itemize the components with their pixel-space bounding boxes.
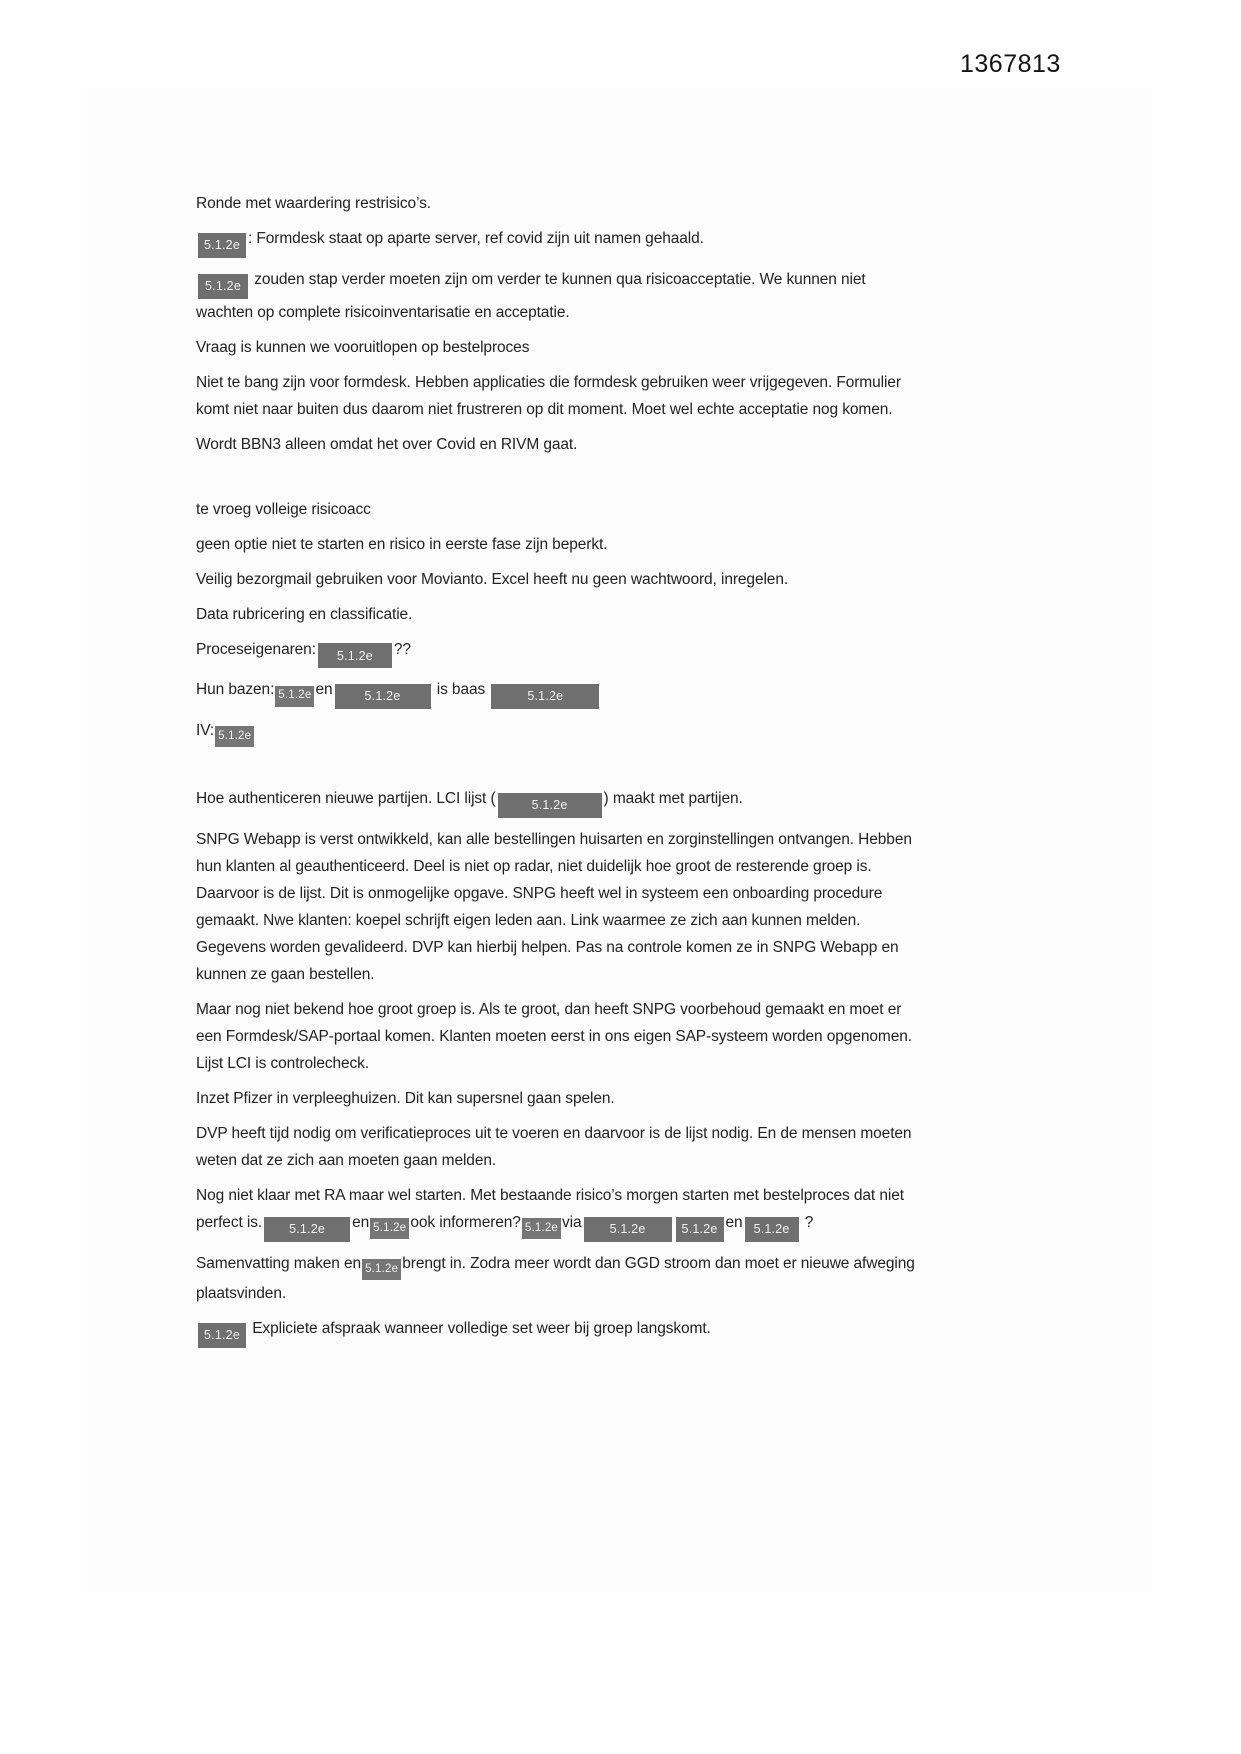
redaction-box: 5.1.2e <box>275 686 314 707</box>
document-number: 1367813 <box>960 50 1061 78</box>
text-run: ?? <box>393 640 411 658</box>
redaction-box: 5.1.2e <box>335 684 431 709</box>
paragraph <box>196 826 918 988</box>
text-run: brengt in. Zodra meer wordt dan GGD stroom dan moet er nieuwe afweging plaatsvinden. <box>196 1254 915 1302</box>
redaction-box: 5.1.2e <box>318 643 392 668</box>
text-run: is baas <box>432 681 490 699</box>
paragraph <box>196 1250 918 1307</box>
text-run: IV: <box>196 722 215 739</box>
text-run: Veilig bezorgmail gebruiken voor Movianto. Excel heeft nu geen wachtwoord, inregelen. <box>196 570 789 588</box>
redaction-box: 5.1.2e <box>370 1218 409 1239</box>
text-run: SNPG Webapp is verst ontwikkeld, kan alle bestellingen huisarten en zorginstellingen ontvangen. Hebben hun klanten al geauthenticeerd. Deel is niet op radar, niet duidelijk hoe groot de resterende groep is. Daarvoor is de lijst. Dit is onmogelijke opgave. SNPG heeft wel in systeem een onboarding procedure gemaakt. Nwe klanten: koepel schrijft eigen leden aan. Link waarmee ze zich aan kunnen melden. Gegevens worden gevalideerd. DVP kan hierbij helpen. Pas na controle komen ze in SNPG Webapp en kunnen ze gaan bestellen. <box>196 831 912 983</box>
document-body <box>87 88 918 1348</box>
text-run: ? <box>800 1214 814 1231</box>
text-run: Proceseigenaren: <box>196 640 316 658</box>
text-run: Expliciete afspraak wanneer volledige set weer bij groep langskomt. <box>248 1320 711 1337</box>
paragraph <box>196 996 918 1077</box>
paragraph <box>196 636 918 669</box>
text-run: Ronde met waardering restrisico’s. <box>196 195 431 212</box>
redaction-box: 5.1.2e <box>676 1217 724 1242</box>
text-run: DVP heeft tijd nodig om verificatieproces uit te voeren en daarvoor is de lijst nodig. En de mensen moeten weten dat ze zich aan moeten gaan melden. <box>196 1125 912 1169</box>
text-run: Hun bazen: <box>196 681 275 699</box>
text-run: Niet te bang zijn voor formdesk. Hebben applicaties die formdesk gebruiken weer vrijgegeven. Formulier komt niet naar buiten dus daarom niet frustreren op dit moment. Moet wel echte acceptatie nog komen. <box>196 373 901 418</box>
redaction-box: 5.1.2e <box>491 684 599 709</box>
document-page <box>87 88 1152 1592</box>
paragraph <box>196 601 918 628</box>
paragraph <box>196 190 918 217</box>
paragraph <box>196 369 918 423</box>
text-run: ook informeren? <box>410 1214 521 1231</box>
paragraph <box>196 266 918 326</box>
paragraph <box>196 717 918 747</box>
text-run: geen optie niet te starten en risico in eerste fase zijn beperkt. <box>196 535 608 553</box>
redaction-box: 5.1.2e <box>264 1217 350 1242</box>
text-run: Samenvatting maken en <box>196 1254 362 1272</box>
redaction-box: 5.1.2e <box>522 1218 561 1239</box>
redaction-box: 5.1.2e <box>215 726 254 747</box>
text-run: en <box>352 1214 370 1231</box>
paragraph <box>196 334 918 361</box>
text-run: Maar nog niet bekend hoe groot groep is. Als te groot, dan heeft SNPG voorbehoud gemaakt en moet er een Formdesk/SAP-portaal komen. Klanten moeten eerst in ons eigen SAP-systeem worden opgenomen. Lijst LCI is controlecheck. <box>196 1001 912 1072</box>
redaction-box: 5.1.2e <box>198 233 246 258</box>
paragraph <box>196 431 918 458</box>
text-run: via <box>562 1214 582 1231</box>
text-run: Nog niet klaar met RA maar wel starten. Met bestaande risico’s morgen starten met bestelproces dat niet perfect is. <box>196 1187 904 1231</box>
text-run: Inzet Pfizer in verpleeghuizen. Dit kan supersnel gaan spelen. <box>196 1090 615 1107</box>
paragraph <box>196 496 918 523</box>
text-run: en <box>725 1214 743 1231</box>
paragraph <box>196 1182 918 1242</box>
redaction-box: 5.1.2e <box>745 1217 799 1242</box>
redaction-box: 5.1.2e <box>362 1259 401 1280</box>
paragraph <box>196 566 918 593</box>
paragraph <box>196 531 918 558</box>
text-run: ) maakt met partijen. <box>603 790 743 808</box>
text-run: : Formdesk staat op aparte server, ref covid zijn uit namen gehaald. <box>248 230 704 247</box>
redaction-box: 5.1.2e <box>198 1323 246 1348</box>
text-run: en <box>315 681 333 699</box>
text-run: te vroeg volleige risicoacc <box>196 500 371 518</box>
redaction-box: 5.1.2e <box>198 274 248 299</box>
paragraph <box>196 785 918 818</box>
text-run: Hoe authenticeren nieuwe partijen. LCI lijst ( <box>196 790 496 808</box>
text-run: Data rubricering en classificatie. <box>196 605 413 623</box>
paragraph <box>196 225 918 258</box>
paragraph <box>196 1120 918 1174</box>
paragraph <box>196 1085 918 1112</box>
text-run: Vraag is kunnen we vooruitlopen op bestelproces <box>196 338 530 356</box>
paragraph <box>196 676 918 709</box>
paragraph <box>196 1315 918 1348</box>
redaction-box: 5.1.2e <box>498 793 602 818</box>
text-run: Wordt BBN3 alleen omdat het over Covid en RIVM gaat. <box>196 435 578 453</box>
text-run: zouden stap verder moeten zijn om verder te kunnen qua risicoacceptatie. We kunnen niet wachten op complete risicoinventarisatie en acceptatie. <box>196 270 866 321</box>
redaction-box: 5.1.2e <box>584 1217 672 1242</box>
